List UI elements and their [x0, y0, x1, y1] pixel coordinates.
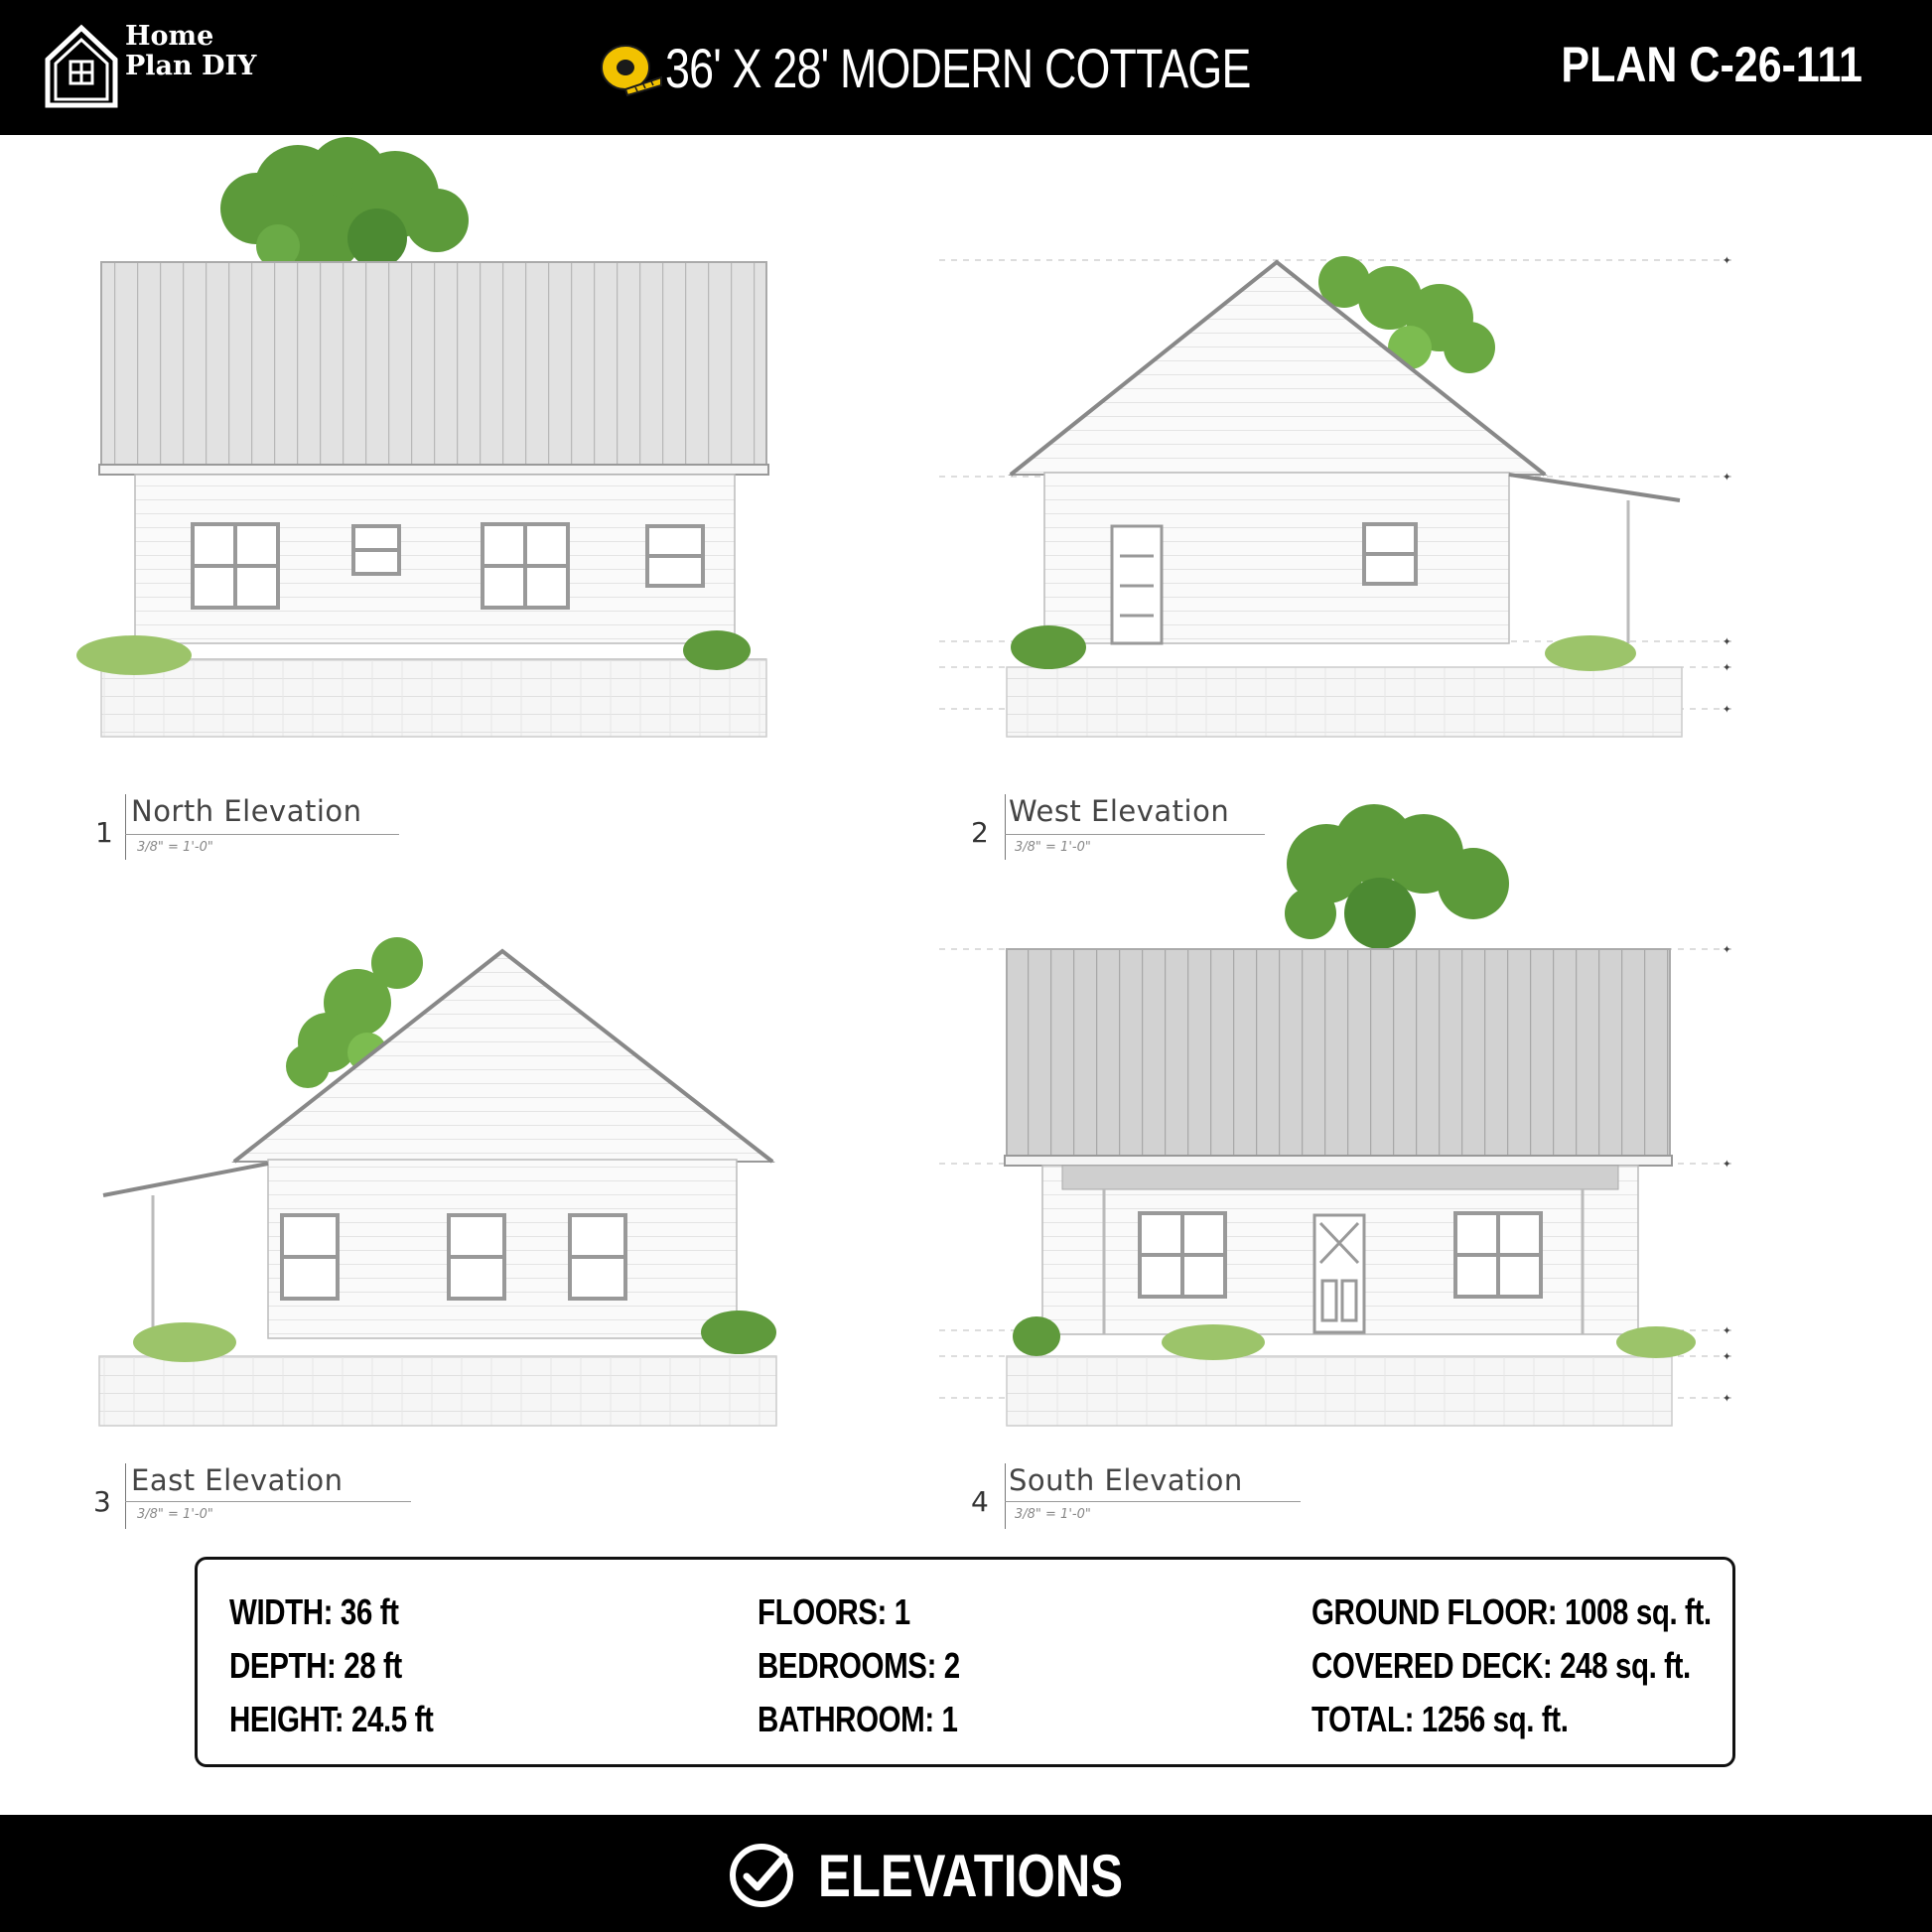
svg-text:✦: ✦ [1722, 943, 1731, 956]
caption-rule [1005, 834, 1265, 835]
spec-floors: FLOORS: 1 [758, 1591, 910, 1632]
north-elevation-drawing [76, 137, 768, 737]
elevation-title: West Elevation [1009, 794, 1230, 828]
svg-text:✦: ✦ [1722, 1324, 1731, 1337]
spec-height: HEIGHT: 24.5 ft [229, 1699, 434, 1739]
caption-divider [125, 794, 126, 860]
tree-icon [1285, 804, 1509, 949]
elevation-scale: 3/8" = 1'-0" [1015, 840, 1091, 855]
svg-text:✦: ✦ [1722, 635, 1731, 648]
spec-bathroom: BATHROOM: 1 [758, 1699, 958, 1739]
check-circle-icon [727, 1841, 796, 1910]
elevation-title: East Elevation [131, 1463, 344, 1497]
door-icon [1112, 526, 1162, 643]
plan-code: PLAN C-26-111 [1561, 37, 1863, 92]
svg-text:✦: ✦ [1722, 703, 1731, 716]
spec-covered-deck: COVERED DECK: 248 sq. ft. [1311, 1645, 1691, 1686]
elevation-number: 4 [971, 1485, 989, 1518]
elevation-title: North Elevation [131, 794, 362, 828]
caption-divider [1005, 794, 1006, 860]
spec-bedrooms: BEDROOMS: 2 [758, 1645, 960, 1686]
svg-text:✦: ✦ [1722, 1392, 1731, 1405]
elevation-scale: 3/8" = 1'-0" [1015, 1507, 1091, 1522]
brand-line-2: Plan DIY [125, 51, 257, 81]
caption-divider [125, 1463, 126, 1529]
footer-group [727, 1841, 1189, 1910]
tree-icon [220, 137, 469, 273]
svg-text:✦: ✦ [1722, 254, 1731, 267]
caption-divider [1005, 1463, 1006, 1529]
svg-text:✦: ✦ [1722, 1158, 1731, 1171]
west-elevation-drawing [939, 254, 1735, 737]
elevation-number: 1 [95, 816, 113, 849]
elevation-scale: 3/8" = 1'-0" [137, 1507, 213, 1522]
footer-label: ELEVATIONS [818, 1842, 1124, 1909]
spec-depth: DEPTH: 28 ft [229, 1645, 402, 1686]
spec-ground-floor: GROUND FLOOR: 1008 sq. ft. [1311, 1591, 1712, 1632]
east-elevation-drawing [99, 937, 776, 1426]
door-icon [1314, 1215, 1364, 1332]
caption-rule [125, 1501, 411, 1502]
specs-panel [195, 1557, 1735, 1767]
caption-rule [125, 834, 399, 835]
svg-text:✦: ✦ [1722, 661, 1731, 674]
elevation-scale: 3/8" = 1'-0" [137, 840, 213, 855]
south-elevation-drawing [939, 804, 1735, 1426]
elevation-number: 3 [93, 1485, 111, 1518]
window-icon [282, 1215, 625, 1299]
elevation-title: South Elevation [1009, 1463, 1243, 1497]
svg-text:✦: ✦ [1722, 471, 1731, 483]
spec-total: TOTAL: 1256 sq. ft. [1311, 1699, 1569, 1739]
svg-text:✦: ✦ [1722, 1350, 1731, 1363]
elevation-number: 2 [971, 816, 989, 849]
brand-line-1: Home [125, 21, 214, 52]
page-title: 36' X 28' MODERN COTTAGE [665, 36, 1251, 99]
spec-width: WIDTH: 36 ft [229, 1591, 399, 1632]
caption-rule [1005, 1501, 1301, 1502]
window-icon [1364, 524, 1416, 584]
